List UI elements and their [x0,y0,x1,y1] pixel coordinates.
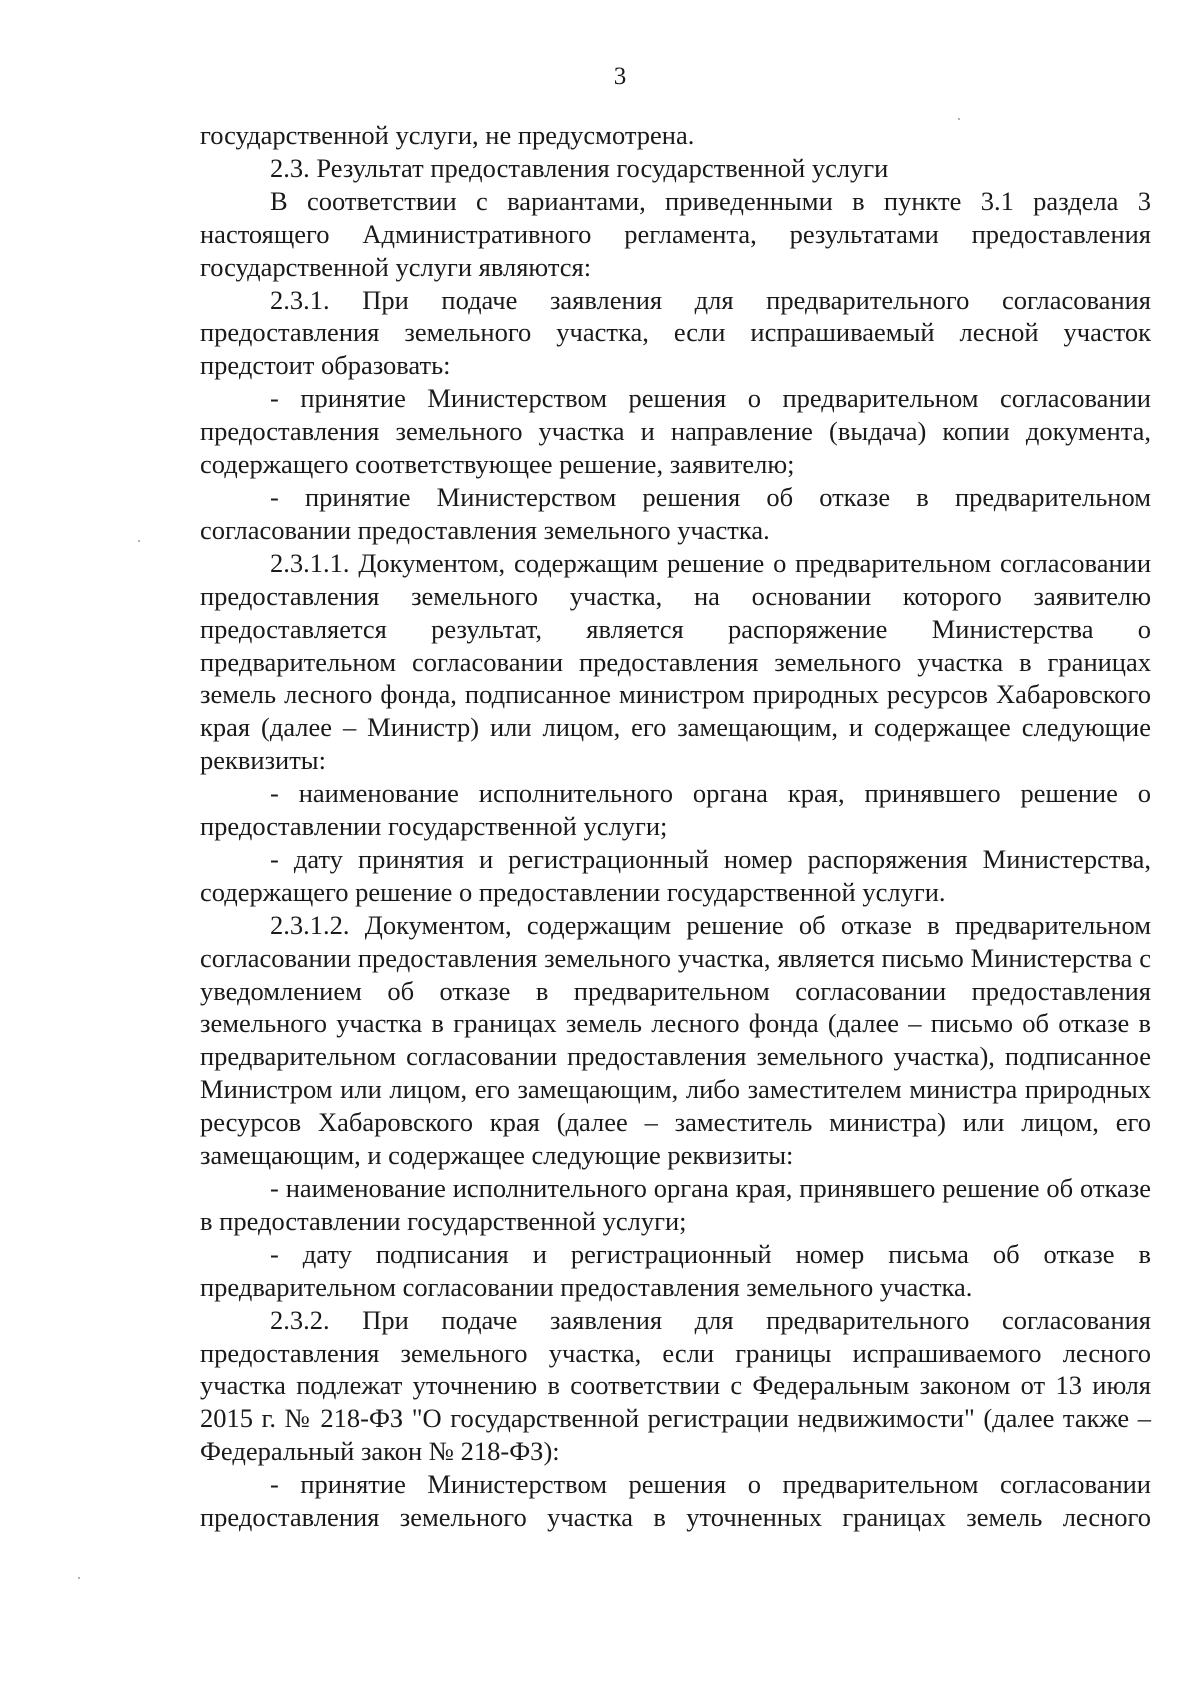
paragraph-results-intro: В соответствии с вариантами, приведенными в пункте 3.1 раздела 3 настоящего Административного регламента, результатами предоставления государственной услуги являются: [200,185,1151,282]
paragraph-2-3-1-1: 2.3.1.1. Документом, содержащим решение о предварительном согласовании предоставления земельного участка, на основании которого заявителю предоставляется результат, является распоряжение Министерства о предварительном согласовании предоставления земельного участка в границах земель лесного фонда, подписанное министром природных ресурсов Хабаровского края (далее – Министр) или лицом, его замещающим, и содержащее следующие реквизиты: [200,547,1151,776]
list-item-refusal: - принятие Министерством решения об отказе в предварительном согласовании предоставления земельного участка. [200,481,1151,545]
list-item-authority-name: - наименование исполнительного органа края, принявшего решение о предоставлении государственной услуги; [200,778,1151,842]
scan-speck [958,118,960,120]
paragraph-continuation: государственной услуги, не предусмотрена. [200,120,695,150]
scan-speck [138,540,140,542]
list-item-order-date-number: - дату принятия и регистрационный номер распоряжения Министерства, содержащего решение о предоставлении государственной услуги. [200,843,1151,907]
list-item-approval-refined-borders: - принятие Министерством решения о предварительном согласовании предоставления земельного участка в уточненных границах земель лесного [200,1469,1151,1533]
paragraph-2-3-2: 2.3.2. При подаче заявления для предварительного согласования предоставления земельного участка, если границы испрашиваемого лесного участка подлежат уточнению в соответствии с Федеральным законом от 13 июля 2015 г. № 218-ФЗ "О государственной регистрации недвижимости" (далее также – Федеральный закон № 218-ФЗ): [200,1304,1151,1467]
list-item-refusal-authority-name: - наименование исполнительного органа края, принявшего решение об отказе в предоставлении государственной услуги; [200,1173,1151,1236]
list-item-letter-date-number: - дату подписания и регистрационный номер письма об отказе в предварительном согласовании предоставления земельного участка. [200,1238,1151,1302]
list-item-approval: - принятие Министерством решения о предварительном согласовании предоставления земельного участка и направление (выдача) копии документа, содержащего соответствующее решение, заявителю; [200,383,1151,480]
paragraph-2-3-1-2: 2.3.1.2. Документом, содержащим решение об отказе в предварительном согласовании предоставления земельного участка, является письмо Министерства с уведомлением об отказе в предварительном согласовании предоставления земельного участка в границах земель лесного фонда (далее – письмо об отказе в предварительном согласовании предоставления земельного участка), подписанное Министром или лицом, его замещающим, либо заместителем министра природных ресурсов Хабаровского края (далее – заместитель министра) или лицом, его замещающим, и содержащее следующие реквизиты: [200,909,1151,1171]
document-body [200,119,1151,1534]
scan-speck [78,1577,80,1579]
page-number: 3 [613,63,627,90]
section-heading-2-3: 2.3. Результат предоставления государственной услуги [270,152,889,183]
paragraph-2-3-1: 2.3.1. При подаче заявления для предварительного согласования предоставления земельного участка, если испрашиваемый лесной участок предстоит образовать: [200,284,1151,381]
